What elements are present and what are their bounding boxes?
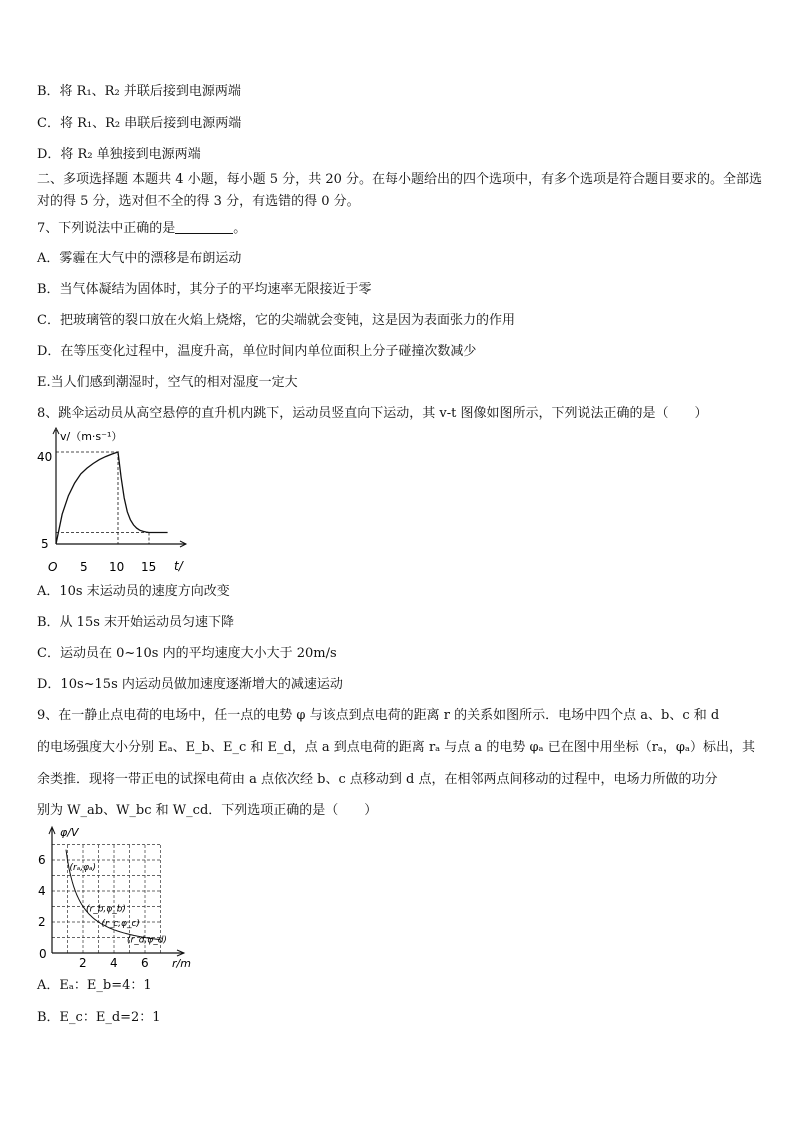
q7-stem: [37, 220, 246, 237]
section-2-instructions: 二、多项选择题 本题共 4 小题，每小题 5 分，共 20 分。在每小题给出的四个选项中，有多个选项是符合题目要求的。全部选对的得 5 分，选对但不全的得 3 分，有选错的得 0 分。: [37, 172, 763, 209]
phi-x-axis-label: r/m: [172, 957, 191, 970]
vt-x-axis-label: t/: [174, 559, 183, 573]
vt-x-tick-10: 10: [109, 560, 125, 574]
vt-y-tick-5: 5: [41, 537, 49, 551]
phi-r-graph-layer: [38, 827, 184, 970]
phi-point-label: (r_d,φ_d): [127, 935, 167, 946]
phi-point-label: (rₐ,φₐ): [69, 863, 97, 873]
q8-option-c[interactable]: C．运动员在 0~10s 内的平均速度大小大于 20m/s: [37, 646, 337, 661]
q9-phi-r-graph: [34, 824, 204, 974]
q6-option-c[interactable]: C．将 R₁、R₂ 串联后接到电源两端: [37, 116, 242, 131]
q6-option-d[interactable]: D．将 R₂ 单独接到电源两端: [37, 147, 201, 162]
q8-option-d[interactable]: D．10s~15s 内运动员做加速度逐渐增大的减速运动: [37, 677, 343, 692]
vt-y-tick-40: 40: [37, 450, 53, 464]
q9-stem-line-2: 的电场强度大小分别 Eₐ、E_b、E_c 和 E_d，点 a 到点电荷的距离 rₐ 与点 a 的电势 φₐ 已在图中用坐标（rₐ，φₐ）标出，其: [37, 740, 756, 755]
q7-option-b[interactable]: B．当气体凝结为固体时，其分子的平均速率无限接近于零: [37, 282, 372, 297]
q8-stem: 8、跳伞运动员从高空悬停的直升机内跳下，运动员竖直向下运动，其 v-t 图像如图所示，下列说法正确的是（ ）: [37, 406, 708, 421]
vt-curve: [56, 452, 168, 544]
q6-option-b[interactable]: B．将 R₁、R₂ 并联后接到电源两端: [37, 84, 241, 99]
q7-option-e[interactable]: E.当人们感到潮湿时，空气的相对湿度一定大: [37, 375, 298, 390]
vt-y-axis-label: v/（m·s⁻¹）: [60, 430, 123, 443]
phi-y-tick-4: 4: [38, 884, 46, 898]
q7-option-d[interactable]: D．在等压变化过程中，温度升高，单位时间内单位面积上分子碰撞次数减少: [37, 344, 477, 359]
phi-origin-label: 0: [39, 947, 47, 961]
q8-vt-graph: [34, 426, 194, 576]
q7-answer-blank[interactable]: [175, 220, 233, 234]
q9-stem-line-1: 9、在一静止点电荷的电场中，任一点的电势 φ 与该点到点电荷的距离 r 的关系如图所示．电场中四个点 a、b、c 和 d: [37, 708, 720, 723]
phi-point-label: (r_c,φ_c): [101, 919, 140, 929]
vt-origin-label: O: [48, 560, 58, 574]
phi-x-tick-2: 2: [79, 956, 87, 970]
q7-stem-end: 。: [233, 221, 247, 236]
phi-y-tick-6: 6: [38, 853, 46, 867]
q9-option-b[interactable]: B．E_c：E_d=2：1: [37, 1010, 161, 1025]
phi-x-tick-4: 4: [110, 956, 118, 970]
q9-option-a[interactable]: A．Eₐ：E_b=4：1: [37, 978, 152, 993]
q7-option-c[interactable]: C．把玻璃管的裂口放在火焰上烧熔，它的尖端就会变钝，这是因为表面张力的作用: [37, 313, 515, 328]
phi-point-label: (r_b,φ_b): [86, 904, 126, 915]
q7-option-a[interactable]: A．雾霾在大气中的漂移是布朗运动: [37, 251, 242, 266]
vt-graph-layer: [53, 428, 186, 547]
vt-x-tick-15: 15: [141, 560, 157, 574]
q8-option-a[interactable]: A．10s 末运动员的速度方向改变: [37, 584, 230, 599]
phi-y-tick-2: 2: [38, 915, 46, 929]
q7-stem-text: 7、下列说法中正确的是: [37, 221, 176, 236]
phi-x-tick-6: 6: [141, 956, 149, 970]
vt-x-tick-5: 5: [80, 560, 88, 574]
q9-stem-line-4: 别为 W_ab、W_bc 和 W_cd．下列选项正确的是（ ）: [37, 803, 378, 818]
q8-option-b[interactable]: B．从 15s 末开始运动员匀速下降: [37, 615, 235, 630]
q9-stem-line-3: 余类推．现将一带正电的试探电荷由 a 点依次经 b、c 点移动到 d 点，在相邻两点间移动的过程中，电场力所做的功分: [37, 772, 718, 787]
phi-y-axis-label: φ/V: [60, 826, 79, 839]
